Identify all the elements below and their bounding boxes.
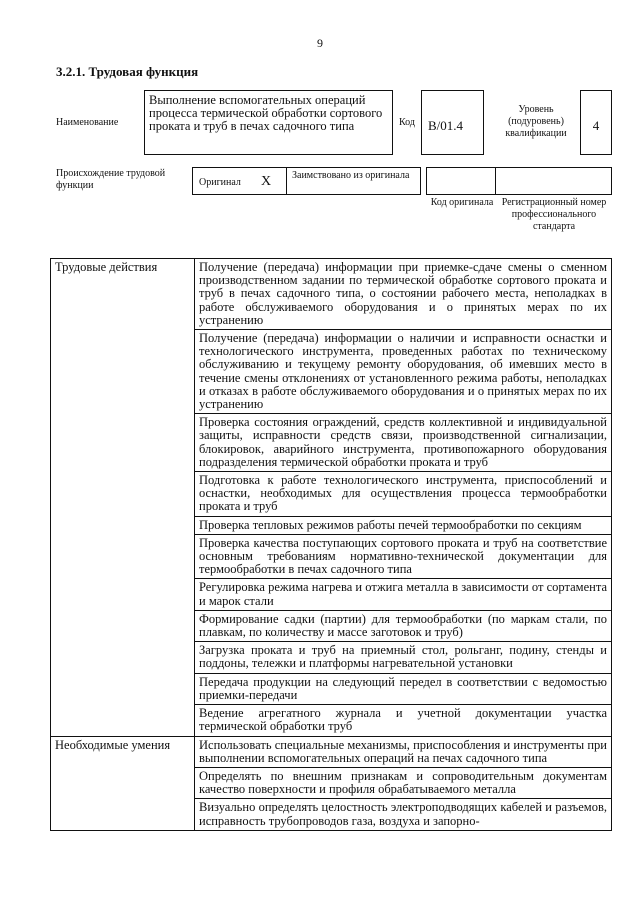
level-value-box: 4 [580,90,612,155]
item-cell: Передача продукции на следующий передел в соответствии с ведомостью приемки-передачи [195,673,612,704]
page-number: 9 [317,36,323,50]
table-row [51,736,612,767]
item-cell: Получение (передача) информации при приемке-сдаче смены о сменном производственном задании по термической обработке сортового проката и труб в печах садочного типа, о состоянии рабочего места, неполадках в работе обслуживаемого оборудования и о принятых мерах по их устранению [195,259,612,330]
original-label: Оригинал [199,177,241,188]
level-label: Уровень (подуровень) квалификации [505,104,567,139]
section-title: 3.2.1. Трудовая функция [56,64,199,79]
original-cell [192,167,287,195]
code-label: Код [399,117,415,128]
reg-number-label: Регистрационный номер профессионального стандарта [501,197,607,232]
code-value-box: B/01.4 [421,90,484,155]
borrowed-cell [286,167,421,195]
item-cell: Проверка качества поступающих сортового проката и труб на соответствие основным требованиям нормативно-технической документации для термообработки в печах садочного типа [195,534,612,579]
item-cell: Проверка тепловых режимов работы печей термообработки по секциям [195,516,612,534]
category-cell: Трудовые действия [51,259,195,737]
table-row [51,259,612,330]
item-cell: Загрузка проката и труб на приемный стол, рольганг, подину, стенды и поддоны, тележки и платформы нагревательной установки [195,642,612,673]
function-name-box: Выполнение вспомогательных операций процесса термической обработки сортового проката и труб в печах садочного типа [144,90,393,155]
name-label: Наименование [56,117,119,128]
borrowed-label: Заимствовано из оригинала [292,170,410,181]
item-cell: Определять по внешним признакам и сопроводительным документам качество поверхности и профиля обрабатываемого металла [195,767,612,798]
origin-label: Происхождение трудовой функции [56,168,166,191]
item-cell: Регулировка режима нагрева и отжига металла в зависимости от сортамента и марок стали [195,579,612,610]
original-mark: X [261,174,272,189]
reg-number-cell [495,167,612,195]
functions-table [50,258,612,831]
item-cell: Проверка состояния ограждений, средств коллективной и индивидуальной защиты, исправности средств связи, производственной сигнализации, блокировок, аварийного инструмента, противопожарного оборудования подразделения термической обработки проката и труб [195,414,612,472]
item-cell: Подготовка к работе технологического инструмента, приспособлений и оснастки, необходимых для осуществления процесса термообработки проката и труб [195,472,612,517]
item-cell: Формирование садки (партии) для термообработки (по маркам стали, по плавкам, по количеству и массе заготовок и труб) [195,610,612,641]
item-cell: Ведение агрегатного журнала и учетной документации участка термической обработки труб [195,705,612,736]
origin-row [192,167,612,195]
code-original-cell [426,167,496,195]
category-cell: Необходимые умения [51,736,195,830]
item-cell: Использовать специальные механизмы, приспособления и инструменты при выполнении вспомогательных операций на печах садочного типа [195,736,612,767]
code-original-label: Код оригинала [430,197,494,208]
item-cell: Визуально определять целостность электроподводящих кабелей и разъемов, исправность трубопроводов газа, воздуха и запорно- [195,799,612,830]
item-cell: Получение (передача) информации о наличии и исправности оснастки и технологического инструмента, проведенных работах по техническому обслуживанию и текущему ремонту оборудования, об имевших место в течение смены отклонениях от установленного режима работы, неполадках и отказах в работе обслуживаемого оборудования и о принятых мерах по их устранению [195,330,612,414]
